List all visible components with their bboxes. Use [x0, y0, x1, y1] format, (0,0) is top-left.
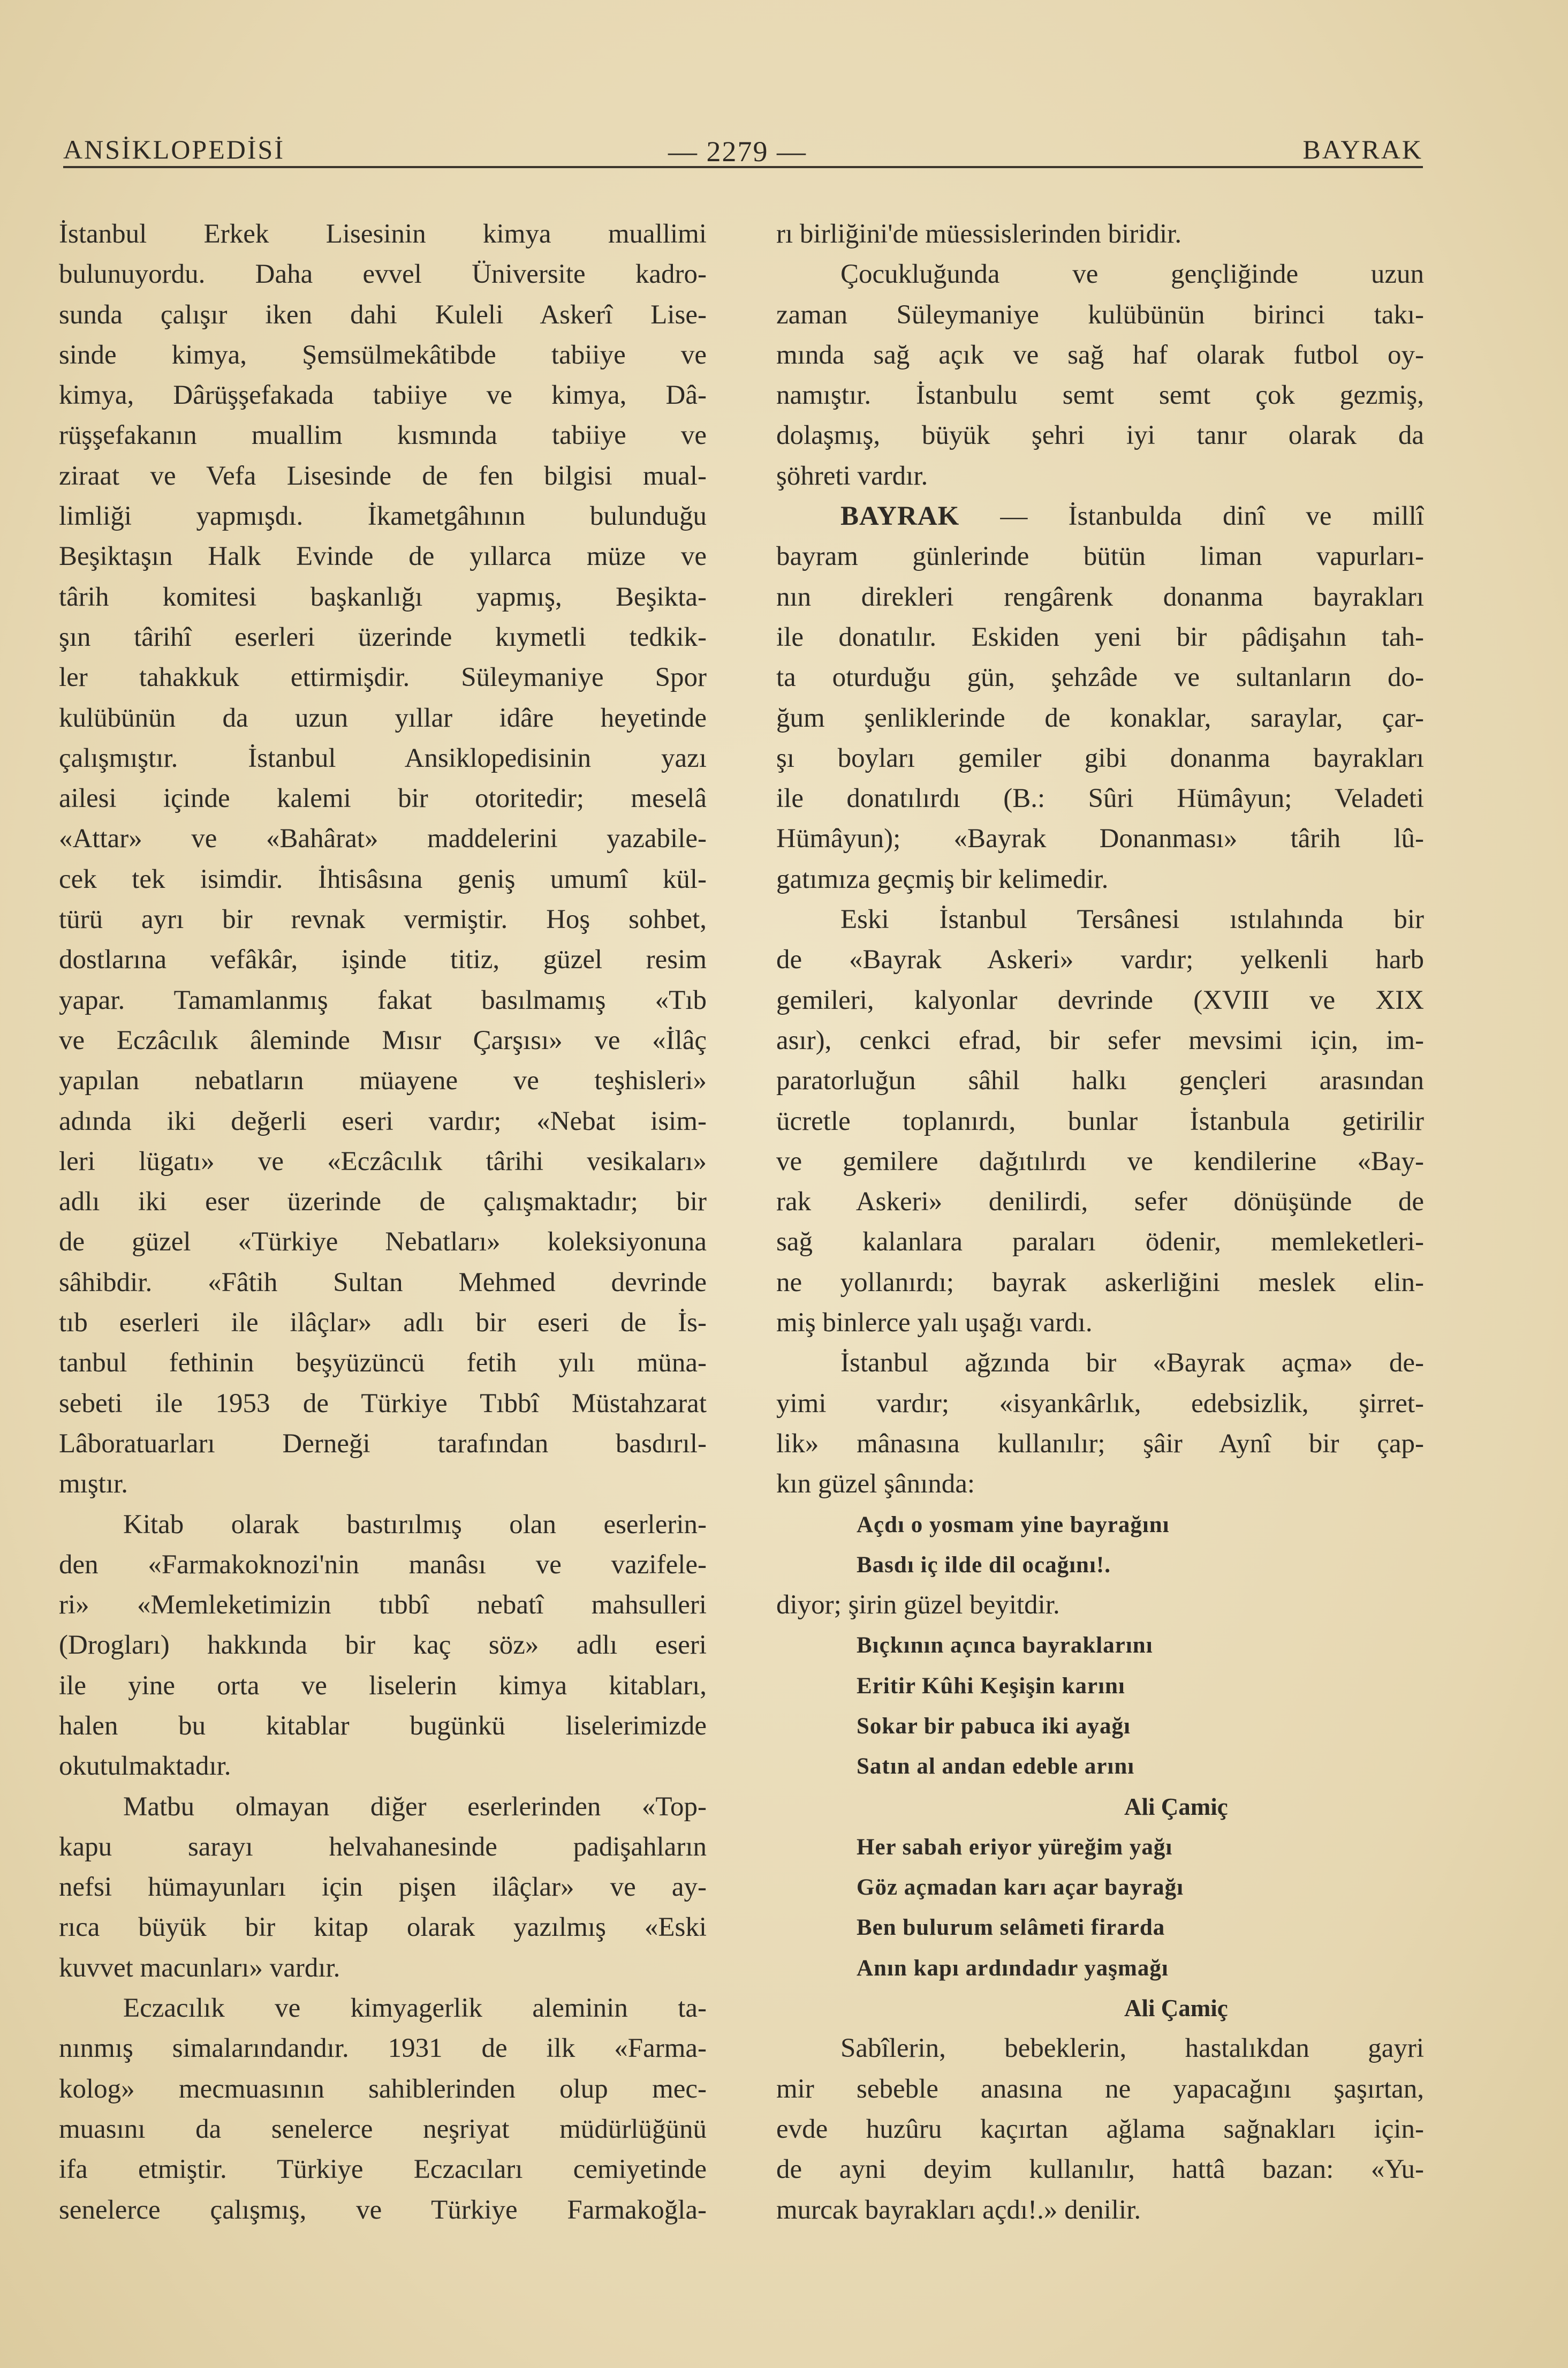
verse-author: Ali Çamiç	[1124, 1793, 1228, 1820]
text-line: nın direkleri rengârenk donanma bayrakları	[776, 582, 1424, 612]
text-line: murcak bayrakları açdı!.» denilir.	[776, 2194, 1141, 2225]
text-line: mında sağ açık ve sağ haf olarak futbol oy-	[776, 340, 1424, 370]
text-line: nefsi hümayunları için pişen ilâçlar» ve ay-	[59, 1872, 707, 1903]
text-line: ile yine orta ve liselerin kimya kitabları,	[59, 1670, 707, 1701]
text-line: sinde kimya, Şemsülmekâtibde tabiiye ve	[59, 340, 707, 370]
text-line: ve Eczâcılık âleminde Mısır Çarşısı» ve «İlâç	[59, 1025, 707, 1055]
text-line: İstanbul ağzında bir «Bayrak açma» de-	[840, 1348, 1424, 1378]
text-line: kapu sarayı helvahanesinde padişahların	[59, 1831, 707, 1862]
text-line: de «Bayrak Askeri» vardır; yelkenli harb	[776, 945, 1424, 975]
text-line: yimi vardır; «isyankârlık, edebsizlik, şirret-	[776, 1388, 1424, 1419]
text-line: ri» «Memleketimizin tıbbî nebatî mahsulleri	[59, 1590, 707, 1620]
text-line: rak Askeri» denilirdi, sefer dönüşünde de	[776, 1187, 1424, 1217]
text-line: diyor; şirin güzel beyitdir.	[776, 1590, 1060, 1620]
entry-heading-rest: — İstanbulda dinî ve millî	[959, 501, 1424, 532]
text-line: türü ayrı bir revnak vermiştir. Hoş sohbet,	[59, 904, 707, 935]
text-line: sunda çalışır iken dahi Kuleli Askerî Lise-	[59, 299, 707, 330]
text-line: ailesi içinde kalemi bir otoritedir; meselâ	[59, 783, 707, 814]
text-line: şı boyları gemiler gibi donanma bayrakları	[776, 743, 1424, 773]
text-line: ve gemilere dağıtılırdı ve kendilerine «Bay-	[776, 1146, 1424, 1177]
text-line: ta oturduğu gün, şehzâde ve sultanların do-	[776, 662, 1424, 693]
text-line: limliği yapmışdı. İkametgâhının bulunduğu	[59, 501, 707, 532]
text-line: miş binlerce yalı uşağı vardı.	[776, 1308, 1093, 1338]
text-line: tıb eserleri ile ilâçlar» adlı bir eseri de İs-	[59, 1308, 707, 1338]
text-line: sâhibdir. «Fâtih Sultan Mehmed devrinde	[59, 1267, 707, 1298]
text-line: halen bu kitablar bugünkü liselerimizde	[59, 1710, 707, 1741]
left-column	[59, 214, 707, 2230]
text-line: Matbu olmayan diğer eserlerinden «Top-	[123, 1791, 707, 1822]
text-line: evde huzûru kaçırtan ağlama sağnakları için-	[776, 2114, 1424, 2144]
text-line: bulunuyordu. Daha evvel Üniversite kadro-	[59, 259, 707, 290]
header-title-left: ANSİKLOPEDİSİ	[63, 134, 285, 164]
text-line: sebeti ile 1953 de Türkiye Tıbbî Müstahzarat	[59, 1388, 707, 1419]
text-line: kın güzel şânında:	[776, 1469, 975, 1499]
text-line: ne yollanırdı; bayrak askerliğini meslek elin-	[776, 1267, 1424, 1298]
text-line: senelerce çalışmış, ve Türkiye Farmakoğla-	[59, 2194, 707, 2225]
text-line: adlı iki eser üzerinde de çalışmaktadır; bir	[59, 1187, 707, 1217]
text-line: yapılan nebatların müayene ve teşhisleri»	[59, 1066, 707, 1096]
text-line: muasını da senelerce neşriyat müdürlüğünü	[59, 2114, 707, 2144]
verse-line: Bıçkının açınca bayraklarını	[857, 1633, 1153, 1658]
text-line: namıştır. İstanbulu semt semt çok gezmiş,	[776, 380, 1424, 411]
header-title-right: BAYRAK	[1302, 134, 1423, 164]
text-line: kimya, Dârüşşefakada tabiiye ve kimya, Dâ-	[59, 380, 707, 411]
text-line: sağ kalanlara paraları ödenir, memleketleri-	[776, 1227, 1424, 1257]
verse-line: Satın al andan edeble arını	[857, 1754, 1135, 1779]
text-line: lik» mânasına kullanılır; şâir Aynî bir çap-	[776, 1428, 1424, 1459]
text-line: Sabîlerin, bebeklerin, hastalıkdan gayri	[840, 2033, 1424, 2064]
verse-line: Eritir Kûhi Keşişin karını	[857, 1673, 1125, 1699]
text-line: şın târihî eserleri üzerinde kıymetli tedkik-	[59, 622, 707, 652]
text-line: asır), cenkci efrad, bir sefer mevsimi için, im-	[776, 1025, 1424, 1055]
text-line: okutulmaktadır.	[59, 1751, 231, 1782]
text-line: (Drogları) hakkında bir kaç söz» adlı eseri	[59, 1630, 707, 1661]
verse-line: Her sabah eriyor yüreğim yağı	[857, 1834, 1173, 1860]
text-line: Eczacılık ve kimyagerlik aleminin ta-	[123, 1993, 707, 2024]
verse-line: Sokar bir pabuca iki ayağı	[857, 1713, 1131, 1739]
verse-line: Anın kapı ardındadır yaşmağı	[857, 1955, 1169, 1981]
page-header	[63, 123, 1423, 168]
text-line: gemileri, kalyonlar devrinde (XVIII ve XIX	[776, 985, 1424, 1015]
text-line: rüşşefakanın muallim kısmında tabiiye ve	[59, 420, 707, 451]
text-line: Hümâyun); «Bayrak Donanması» târih lû-	[776, 824, 1424, 854]
text-line: «Attar» ve «Bahârat» maddelerini yazabile-	[59, 824, 707, 854]
text-line: İstanbul Erkek Lisesinin kimya muallimi	[59, 219, 707, 249]
text-line: paratorluğun sâhil halkı gençleri arasından	[776, 1066, 1424, 1096]
verse-line: Göz açmadan karı açar bayrağı	[857, 1875, 1184, 1901]
text-line: tanbul fethinin beşyüzüncü fetih yılı müna-	[59, 1348, 707, 1378]
text-line: dostlarına vefâkâr, işinde titiz, güzel resim	[59, 945, 707, 975]
text-line: ziraat ve Vefa Lisesinde de fen bilgisi mual-	[59, 461, 707, 491]
text-line: Çocukluğunda ve gençliğinde uzun	[840, 259, 1424, 290]
entry-heading-line	[776, 496, 1424, 537]
text-line: Beşiktaşın Halk Evinde de yıllarca müze ve	[59, 541, 707, 572]
text-line: çalışmıştır. İstanbul Ansiklopedisinin yazı	[59, 743, 707, 773]
text-line: Lâboratuarları Derneği tarafından basdırıl-	[59, 1428, 707, 1459]
text-line: bayram günlerinde bütün liman vapurları-	[776, 541, 1424, 572]
text-line: ile donatılır. Eskiden yeni bir pâdişahın tah-	[776, 622, 1424, 652]
text-line: ile donatılırdı (B.: Sûri Hümâyun; Veladeti	[776, 783, 1424, 814]
text-line: kuvvet macunları» vardır.	[59, 1952, 340, 1983]
text-line: mıştır.	[59, 1469, 128, 1499]
text-line: Kitab olarak bastırılmış olan eserlerin-	[123, 1509, 707, 1540]
text-line: rı birliğini'de müessislerinden biridir.	[776, 219, 1182, 249]
text-line: de güzel «Türkiye Nebatları» koleksiyonuna	[59, 1227, 707, 1257]
text-line: Eski İstanbul Tersânesi ıstılahında bir	[840, 904, 1424, 935]
verse-line: Ben bulurum selâmeti firarda	[857, 1915, 1165, 1941]
text-line: kulübünün da uzun yıllar idâre heyetinde	[59, 703, 707, 733]
text-line: ğum şenliklerinde de konaklar, saraylar, çar-	[776, 703, 1424, 733]
text-line: nınmış simalarındandır. 1931 de ilk «Farma-	[59, 2033, 707, 2064]
text-line: şöhreti vardır.	[776, 461, 928, 491]
text-line: rıca büyük bir kitap olarak yazılmış «Eski	[59, 1912, 707, 1943]
text-line: zaman Süleymaniye kulübünün birinci takı-	[776, 299, 1424, 330]
text-line: cek tek isimdir. İhtisâsına geniş umumî kül-	[59, 864, 707, 894]
text-line: târih komitesi başkanlığı yapmış, Beşikta-	[59, 582, 707, 612]
text-line: ler tahakkuk ettirmişdir. Süleymaniye Spor	[59, 662, 707, 693]
verse-line: Açdı o yosmam yine bayrağını	[857, 1512, 1170, 1537]
text-line: gatımıza geçmiş bir kelimedir.	[776, 864, 1109, 894]
text-line: mir sebeble anasına ne yapacağını şaşırtan,	[776, 2073, 1424, 2104]
text-line: den «Farmakoknozi'nin manâsı ve vazifele-	[59, 1549, 707, 1580]
text-line: dolaşmış, büyük şehri iyi tanır olarak da	[776, 420, 1424, 451]
text-line: adında iki değerli eseri vardır; «Nebat isim-	[59, 1106, 707, 1136]
text-line: leri lügatı» ve «Eczâcılık târihi vesikaları»	[59, 1146, 707, 1177]
verse-author: Ali Çamiç	[1124, 1995, 1228, 2022]
text-line: yapar. Tamamlanmış fakat basılmamış «Tıb	[59, 985, 707, 1015]
text-line: ücretle toplanırdı, bunlar İstanbula getirilir	[776, 1106, 1424, 1136]
text-line: ifa etmiştir. Türkiye Eczacıları cemiyetinde	[59, 2154, 707, 2185]
verse-line: Basdı iç ilde dil ocağını!.	[857, 1552, 1111, 1578]
page-number: — 2279 —	[668, 135, 807, 168]
entry-heading: BAYRAK	[840, 501, 960, 532]
right-column	[776, 214, 1424, 2230]
text-line: de ayni deyim kullanılır, hattâ bazan: «Yu-	[776, 2154, 1424, 2185]
text-line: kolog» mecmuasının sahiblerinden olup mec-	[59, 2073, 707, 2104]
